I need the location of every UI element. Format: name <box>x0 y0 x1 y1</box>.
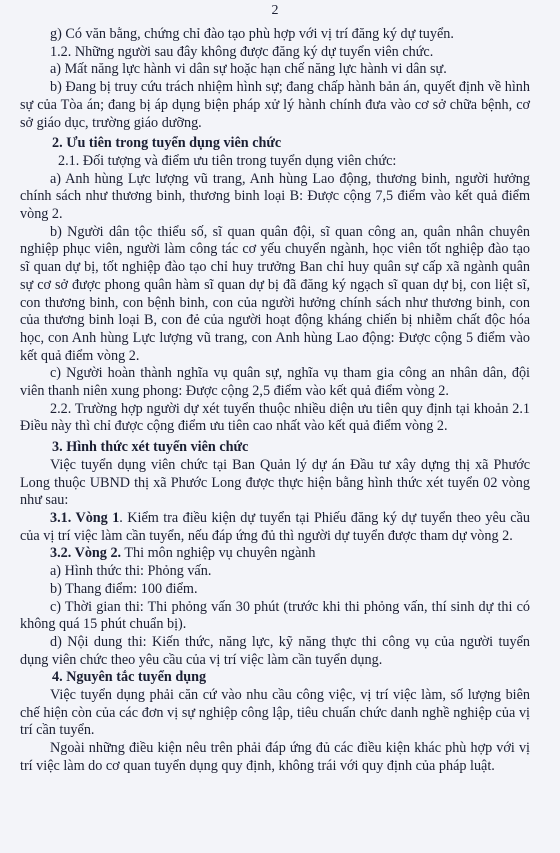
page-number: 2 <box>271 3 279 18</box>
paragraph-2-1-c: c) Người hoàn thành nghĩa vụ quân sự, nghĩa vụ tham gia công an nhân dân, đội viên thanh niên xung phong: Được cộng 2,5 điểm vào kết quả điểm vòng 2. <box>20 365 530 400</box>
paragraph-4-2: Ngoài những điều kiện nêu trên phải đáp ứng đủ các điều kiện khác phù hợp với vị trí việc làm do cơ quan tuyển dụng quy định, không trái với quy định của pháp luật. <box>20 740 530 774</box>
heading-section-3: 3. Hình thức xét tuyển viên chức <box>52 439 249 456</box>
paragraph-1-2: 1.2. Những người sau đây không được đăng ký dự tuyển viên chức. <box>50 43 434 60</box>
paragraph-3-intro: Việc tuyển dụng viên chức tại Ban Quản lý dự án Đầu tư xây dựng thị xã Phước Long thuộc UBND thị xã Phước Long được thực hiện bằng hình thức xét tuyển 02 vòng như sau: <box>20 456 530 509</box>
paragraph-2-1: 2.1. Đối tượng và điểm ưu tiên trong tuyển dụng viên chức: <box>58 152 397 169</box>
paragraph-3-2-c: c) Thời gian thi: Thi phỏng vấn 30 phút (trước khi thi phỏng vấn, thí sinh dự thi có không quá 15 phút chuẩn bị). <box>20 598 530 633</box>
paragraph-3-2-a: a) Hình thức thi: Phỏng vấn. <box>50 563 212 580</box>
heading-section-2: 2. Ưu tiên trong tuyển dụng viên chức <box>52 135 282 152</box>
paragraph-3-1 <box>20 510 530 545</box>
paragraph-2-1-b: b) Người dân tộc thiểu số, sĩ quan quân đội, sĩ quan công an, quân nhân chuyên nghiệp phục viên, người làm công tác cơ yếu chuyển ngành, học viên tốt nghiệp đào tạo sĩ quan dự bị, tốt nghiệp đào tạo chỉ huy trưởng Ban chỉ huy quân sự cấp xã ngành quân sự cơ sở được phong quân hàm sĩ quan dự bị đã đăng ký ngạch sĩ quan dự bị, con liệt sĩ, con thương binh, con bệnh binh, con của người hưởng chính sách như thương binh, con của thương binh loại B, con đẻ của người hoạt động kháng chiến bị nhiễm chất độc hóa học, con Anh hùng Lực lượng vũ trang, con Anh hùng Lao động: Được cộng 5 điểm vào kết quả điểm vòng 2. <box>20 223 530 364</box>
round-2-label: 3.2. Vòng 2. <box>50 545 122 562</box>
paragraph-3-2 <box>20 545 530 563</box>
round-1-text: . Kiểm tra điều kiện dự tuyển tại Phiếu đăng ký dự tuyển theo yêu cầu của vị trí việc làm cần tuyển, nếu đáp ứng đủ thì người dự tuyển được tham dự vòng 2. <box>20 509 530 544</box>
paragraph-3-2-b: b) Thang điểm: 100 điểm. <box>50 580 198 597</box>
round-1-label: 3.1. Vòng 1 <box>50 509 120 526</box>
paragraph-3-2-d: d) Nội dung thi: Kiến thức, năng lực, kỹ năng thực thi công vụ của người tuyển dụng viên chức theo yêu cầu của vị trí việc làm cần tuyển dụng. <box>20 633 530 668</box>
paragraph-1-2-b: b) Đang bị truy cứu trách nhiệm hình sự; đang chấp hành bản án, quyết định về hình sự của Tòa án; đang bị áp dụng biện pháp xử lý hành chính đưa vào cơ sở chữa bệnh, cơ sở giáo dục, trường giáo dưỡng. <box>20 79 530 131</box>
paragraph-4-1: Việc tuyển dụng phải căn cứ vào nhu cầu công việc, vị trí việc làm, số lượng biên chế hiện còn của các đơn vị sự nghiệp công lập, tiêu chuẩn chức danh nghề nghiệp của vị trí cần tuyển. <box>20 687 530 739</box>
paragraph-2-2: 2.2. Trường hợp người dự xét tuyển thuộc nhiều diện ưu tiên quy định tại khoản 2.1 Điều này thì chỉ được cộng điểm ưu tiên cao nhất vào kết quả điểm vòng 2. <box>20 400 530 435</box>
paragraph-1-2-a: a) Mất năng lực hành vi dân sự hoặc hạn chế năng lực hành vi dân sự. <box>50 61 447 78</box>
heading-section-4: 4. Nguyên tắc tuyển dụng <box>52 669 207 686</box>
paragraph-g: g) Có văn bằng, chứng chỉ đào tạo phù hợp với vị trí đăng ký dự tuyển. <box>50 26 454 42</box>
round-2-text: Thi môn nghiệp vụ chuyên ngành <box>121 545 316 562</box>
paragraph-2-1-a: a) Anh hùng Lực lượng vũ trang, Anh hùng Lao động, thương binh, người hưởng chính sách như thương binh, thương binh loại B: Được cộng 7,5 điểm vào kết quả điểm vòng 2. <box>20 170 530 223</box>
